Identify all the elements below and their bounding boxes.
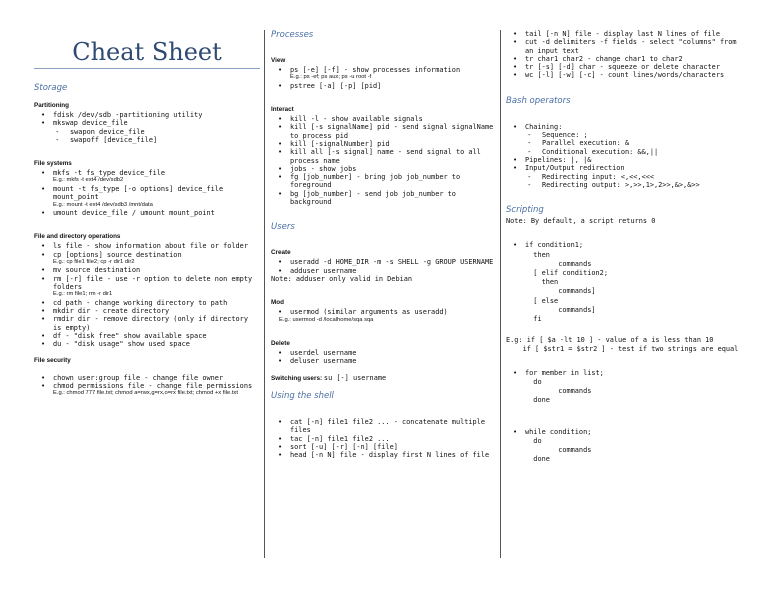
- storage-heading: Storage: [34, 83, 68, 93]
- security-heading: File security: [34, 356, 71, 364]
- list-item: • mount -t fs_type [-o options] device_file mount_point E.g.: mount -t ext4 /dev/sdb3 /mnt/data: [34, 185, 260, 209]
- for-block-list: [506, 369, 740, 406]
- list-item: [506, 241, 740, 324]
- list-item: • mkfs -t fs_type device_file E.g.: mkfs -t ext4 /dev/sdb2: [34, 169, 260, 185]
- list-item: • jobs - show jobs: [271, 165, 497, 173]
- list-item: • cd path - change working directory to path: [34, 299, 260, 307]
- list-item: • Input/Output redirection: [506, 164, 740, 172]
- list-item: • tac [-n] file1 file2 ...: [271, 435, 497, 443]
- list-item: • kill [-signalNumber] pid: [271, 140, 497, 148]
- list-item: • cat [-n] file1 file2 ... - concatenate multiple files: [271, 418, 497, 435]
- list-subitem: - Redirecting output: >,>>,1>,2>>,&>,&>>: [506, 181, 740, 189]
- list-subitem: - Parallel execution: &: [506, 139, 740, 147]
- example-text: E.g.: mount -t ext4 /dev/sdb3 /mnt/data: [53, 201, 153, 208]
- create-note: Note: adduser only valid in Debian: [271, 274, 413, 283]
- example-text: E.g.: cp file1 file2; cp -r dir1 dir2: [53, 258, 135, 265]
- list-item: • kill all [-s signal] name - send signal to all process name: [271, 148, 497, 165]
- list-subitem: - Conditional execution: &&,||: [506, 148, 740, 156]
- list-item: • mkdir dir - create directory: [34, 307, 260, 315]
- list-item: • umount device_file / umount mount_point: [34, 209, 260, 217]
- list-item: • cp [options] source destination E.g.: cp file1 file2; cp -r dir1 dir2: [34, 251, 260, 267]
- list-item: • chown user:group file - change file owner: [34, 374, 260, 382]
- switch-users-command: su [-] username: [323, 373, 387, 382]
- list-item: • useradd -d HOME_DIR -m -s SHELL -g GROUP USERNAME: [271, 258, 497, 266]
- while-block-code: • while condition; do commands done: [525, 427, 592, 464]
- while-block-list: [506, 428, 740, 465]
- filesystems-list: [34, 169, 260, 217]
- list-item: • tr char1 char2 - change char1 to char2: [506, 55, 740, 63]
- list-subitem: - Redirecting input: <,<<,<<<: [506, 173, 740, 181]
- shell-heading: Using the shell: [271, 390, 334, 401]
- list-item: • head [-n N] file - display first N lines of file: [271, 451, 497, 459]
- filesystems-heading: File systems: [34, 160, 72, 168]
- security-list: [34, 374, 260, 398]
- example-line-2: if [ $str1 = $str2 ] - test if two strings are equal: [506, 344, 739, 353]
- mod-list: [271, 308, 497, 316]
- list-item: • ls file - show information about file or folder: [34, 242, 260, 250]
- example-text: E.g.: ps -ef; ps aux; ps -u root -f: [290, 74, 372, 81]
- list-item: • bg [job_number] - send job job_number to background: [271, 190, 497, 207]
- list-item: • kill [-s signalName] pid - send signal signalName to process pid: [271, 123, 497, 140]
- example-text: E.g.: rm file1; rm -r dir1: [53, 291, 113, 298]
- title-rule: [34, 68, 260, 69]
- mod-example: E.g.: usermod -d /localhome/sqa sqa: [279, 316, 374, 323]
- list-item: • Pipelines: |, |&: [506, 156, 740, 164]
- list-item: • pstree [-a] [-p] [pid]: [271, 82, 497, 90]
- list-subitem: - Sequence: ;: [506, 131, 740, 139]
- list-item: • userdel username: [271, 349, 497, 357]
- list-item: • rmdir dir - remove directory (only if directory is empty): [34, 315, 260, 332]
- list-item: • du - "disk usage" show used space: [34, 340, 260, 348]
- delete-list: [271, 349, 497, 366]
- list-item: • fdisk /dev/sdb -partitioning utility: [34, 111, 260, 119]
- partitioning-heading: Partitioning: [34, 102, 69, 109]
- list-item: • df - "disk free" show available space: [34, 332, 260, 340]
- list-subitem: - swapon device_file: [34, 128, 260, 136]
- interact-heading: Interact: [271, 106, 294, 114]
- users-heading: Users: [271, 222, 295, 233]
- column-3: [506, 30, 740, 473]
- list-item: • usermod (similar arguments as useradd): [271, 308, 497, 316]
- list-item: [506, 428, 740, 465]
- list-item: • ps [-e] [-f] - show processes information E.g.: ps -ef; ps aux; ps -u root -f: [271, 66, 497, 82]
- switch-users-line: [271, 374, 497, 383]
- view-list: [271, 66, 497, 90]
- column-divider-1: [264, 30, 265, 558]
- list-item: • deluser username: [271, 357, 497, 365]
- bash-operators-list: [506, 123, 740, 189]
- list-item: • fg [job_number] - bring job job_number to foreground: [271, 173, 497, 190]
- if-block-list: [506, 241, 740, 324]
- list-item: • adduser username: [271, 267, 497, 275]
- list-item: [506, 369, 740, 406]
- scripting-heading: Scripting: [506, 205, 544, 216]
- column-1: [34, 30, 260, 406]
- shell-list: [271, 418, 497, 459]
- for-block-code: • for member in list; do commands done: [525, 368, 604, 405]
- column-divider-2: [500, 30, 501, 558]
- fileops-heading: File and directory operations: [34, 233, 121, 241]
- list-item: • rm [-r] file - use -r option to delete non empty folders E.g.: rm file1; rm -r dir1: [34, 275, 260, 299]
- list-item: • tail [-n N] file - display last N lines of file: [506, 30, 740, 38]
- list-item: • cut -d delimiters -f fields - select "columns" from an input text: [506, 38, 740, 55]
- list-item: • tr [-s] [-d] char - squeeze or delete character: [506, 63, 740, 71]
- if-block-code: • if condition1; then commands [ elif condition2; then commands] [ else commands] fi: [525, 241, 608, 324]
- list-item: • mv source destination: [34, 266, 260, 274]
- scripting-note: Note: By default, a script returns 0: [506, 217, 656, 226]
- partitioning-list: [34, 111, 260, 144]
- delete-heading: Delete: [271, 340, 290, 348]
- list-item: • Chaining:: [506, 123, 740, 131]
- processes-heading: Processes: [271, 30, 314, 40]
- list-item: • mkswap device_file: [34, 119, 260, 127]
- list-subitem: - swapoff [device_file]: [34, 136, 260, 144]
- interact-list: [271, 115, 497, 206]
- switch-users-label: Switching users:: [271, 374, 323, 382]
- mod-heading: Mod: [271, 299, 284, 307]
- example-line-1: E.g: if [ $a -lt 10 ] - value of a is less than 10: [506, 336, 714, 345]
- create-heading: Create: [271, 249, 291, 257]
- list-item: • sort [-u] [-r] [-n] [file]: [271, 443, 497, 451]
- list-item: • chmod permissions file - change file permissions E.g.: chmod 777 file.txt; chmod a=rwx,g=rx,o=rx file.txt; chmod +x file.txt: [34, 382, 260, 398]
- page-title: Cheat Sheet: [72, 38, 222, 66]
- example-text: E.g.: chmod 777 file.txt; chmod a=rwx,g=rx,o=rx file.txt; chmod +x file.txt: [53, 390, 238, 397]
- create-list: [271, 258, 497, 275]
- list-item: • kill -l - show available signals: [271, 115, 497, 123]
- column-2: [271, 30, 497, 467]
- list-item: • wc [-l] [-w] [-c] - count lines/words/characters: [506, 71, 740, 79]
- shell-list-continued: [506, 30, 740, 80]
- fileops-list: [34, 242, 260, 348]
- bash-operators-heading: Bash operators: [506, 95, 571, 106]
- example-text: E.g.: mkfs -t ext4 /dev/sdb2: [53, 177, 124, 184]
- view-heading: View: [271, 57, 286, 64]
